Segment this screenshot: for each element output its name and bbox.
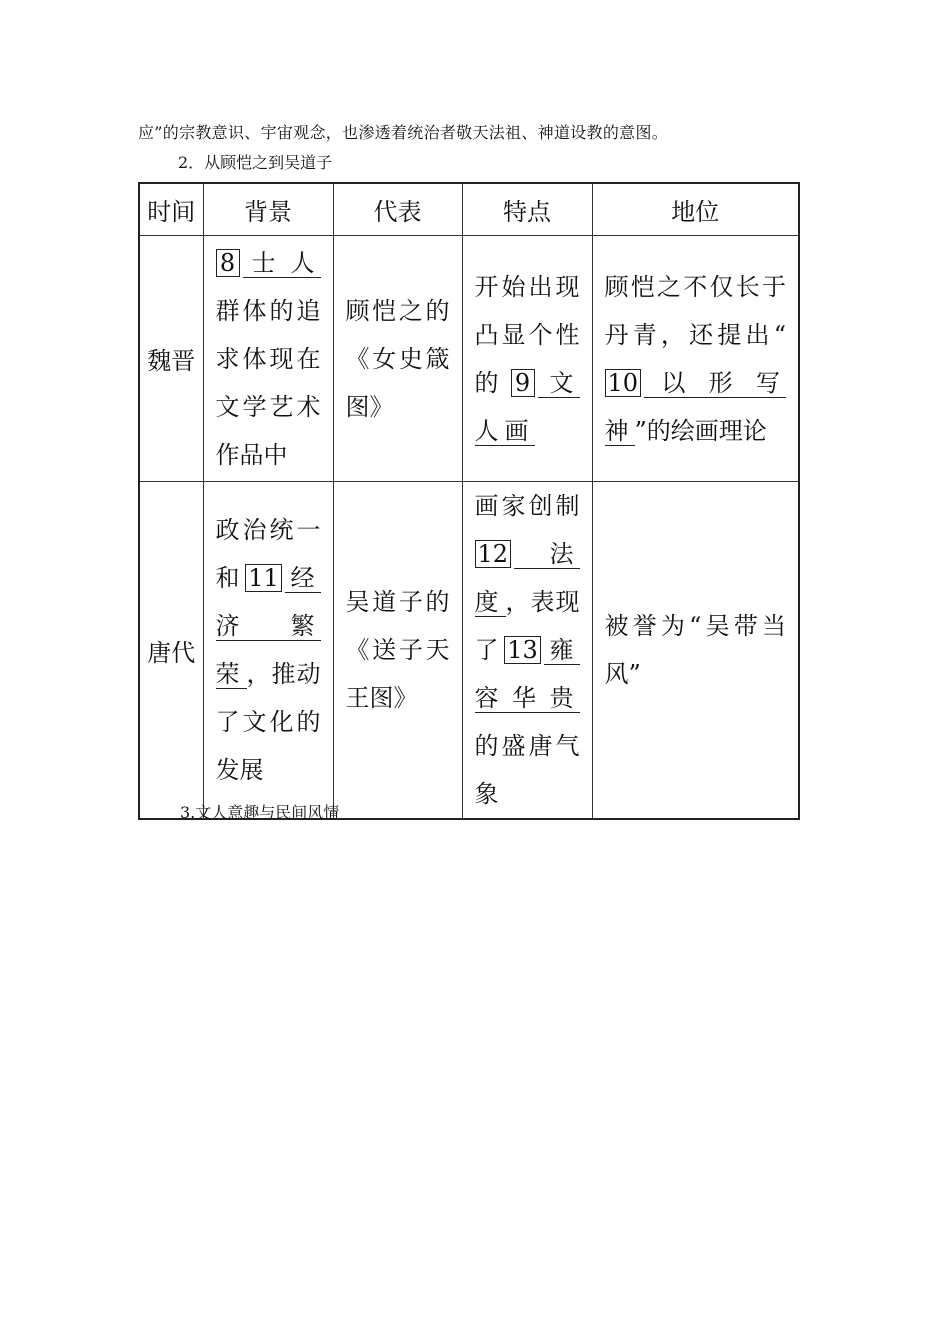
- painting-history-table: [138, 182, 800, 820]
- cell-text: 开始出现凸显个性的: [474, 272, 580, 397]
- fill-answer: 雍容华贵: [474, 636, 580, 712]
- answer-number-box: 11: [245, 564, 282, 592]
- table-row: [139, 482, 799, 820]
- section-2-title: 2．从顾恺之到吴道子: [178, 153, 333, 172]
- representative-cell: [333, 236, 462, 482]
- cell-text: 顾恺之的《女史箴图》: [345, 296, 450, 421]
- table-row: [139, 236, 799, 482]
- status-cell: [592, 236, 799, 482]
- cell-text: ，表现了: [474, 588, 580, 664]
- header-feature: 特点: [462, 183, 592, 236]
- feature-cell: [462, 482, 592, 820]
- header-background: 背景: [203, 183, 333, 236]
- representative-cell: [333, 482, 462, 820]
- answer-number-box: 9: [511, 369, 535, 397]
- cell-text: 被誉为“吴带当风”: [604, 612, 786, 688]
- header-status: 地位: [592, 183, 799, 236]
- background-cell: [203, 482, 333, 820]
- header-era: 时间: [139, 183, 203, 236]
- fill-answer: 士人: [242, 248, 321, 277]
- cell-text: ，推动了文化的发展: [215, 660, 321, 784]
- feature-cell: [462, 236, 592, 482]
- era-cell: 唐代: [139, 482, 203, 820]
- fill-answer: 法度: [474, 540, 580, 616]
- fill-answer: 以形写神: [604, 368, 786, 445]
- cell-text: 的盛唐气象: [474, 732, 580, 808]
- fill-answer: 经济繁荣: [215, 564, 321, 688]
- table-header-row: [139, 183, 799, 236]
- cell-text: 政治统一和: [215, 516, 321, 592]
- cell-text: 吴道子的《送子天王图》: [345, 588, 450, 712]
- fill-answer: 文人画: [474, 368, 580, 445]
- cell-text: 画家创制: [474, 492, 580, 520]
- cell-text: 群体的追求体现在文学艺术作品中: [215, 296, 321, 469]
- background-cell: [203, 236, 333, 482]
- cell-text: ”的绘画理论: [634, 416, 767, 445]
- answer-number-box: 13: [504, 636, 541, 664]
- answer-number-box: 12: [475, 540, 512, 568]
- intro-line: 应”的宗教意识、宇宙观念，也渗透着统治者敬天法祖、神道设教的意图。: [138, 123, 669, 142]
- answer-number-box: 8: [216, 249, 240, 277]
- status-cell: [592, 482, 799, 820]
- header-representative: 代表: [333, 183, 462, 236]
- section-3-title: 3.文人意趣与民间风情: [180, 803, 340, 822]
- cell-text: 顾恺之不仅长于丹青，还提出“: [604, 272, 786, 349]
- answer-number-box: 10: [605, 369, 642, 397]
- era-cell: 魏晋: [139, 236, 203, 482]
